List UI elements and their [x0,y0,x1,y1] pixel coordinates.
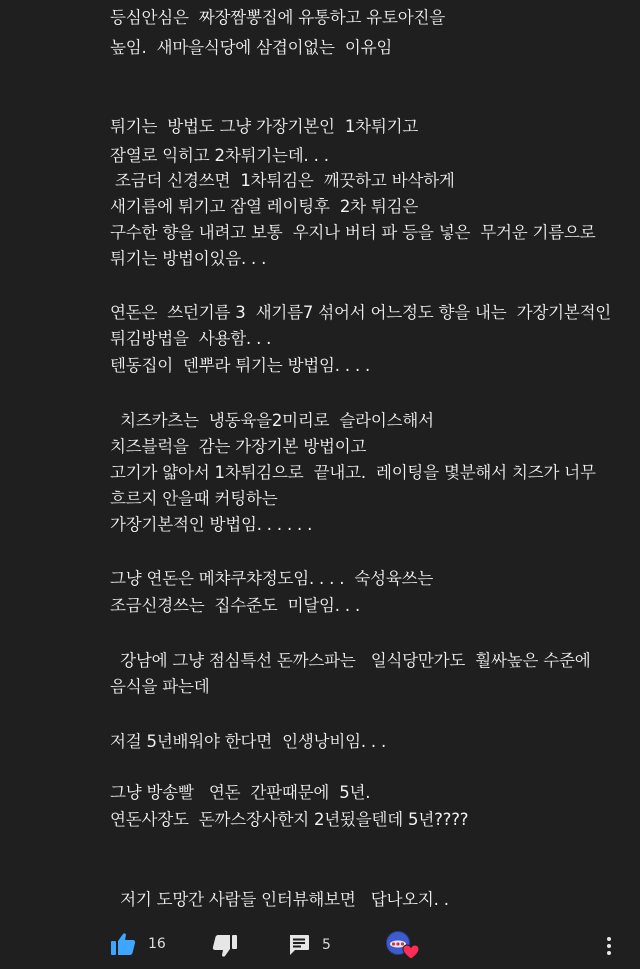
like-button[interactable] [110,932,166,956]
more-vertical-icon [606,936,612,956]
comment-bubble-icon [288,934,310,956]
comment-line: 튀기는 방법도 그냥 가장기본인 1차튀기고 [110,117,419,136]
comment-line: 강남에 그냥 점심특선 돈까스파는 일식당만가도 훨싸높은 수준에 [110,651,591,670]
more-options-button[interactable] [606,936,612,956]
comment-line: 새기름에 튀기고 잠열 레이팅후 2차 튀김은 [110,197,419,216]
creator-heart[interactable] [385,930,419,962]
comment-line: 조금신경쓰는 집수준도 미달임. . . [110,596,361,615]
comment-line: 구수한 향을 내려고 보통 우지나 버터 파 등을 넣은 무거운 기름으로 [110,223,596,242]
comment-line: 그냥 방송빨 연돈 간판때문에 5년. [110,783,371,802]
comment-line: 튀김방법을 사용함. . . [110,329,272,348]
comment-line: 치즈블럭을 감는 가장기본 방법이고 [110,437,367,456]
comment-line: 치즈카츠는 냉동육을2미리로 슬라이스해서 [110,411,434,430]
comment-line: 텐동집이 덴뿌라 튀기는 방법임. . . . [110,356,371,375]
comment-line: 높임. 새마을식당에 삼겹이없는 이유임 [110,38,393,57]
comment-line: 등심안심은 짜장짬뽕집에 유통하고 유토아진을 [110,8,445,27]
comment-line: 잠열로 익히고 2차튀기는데. . . [110,146,329,165]
comment-line: 음식을 파는데 [110,677,210,696]
thumbs-down-icon [212,934,238,958]
comment-line: 저기 도망간 사람들 인터뷰해보면 답나오지. . [110,890,449,909]
comment-action-bar [0,924,640,969]
comment-line: 가장기본적인 방법임. . . . . . [110,515,313,534]
comment-line: 저걸 5년배워야 한다면 인생낭비임. . . [110,732,387,751]
comment-line: 튀기는 방법이있음. . . [110,249,267,268]
comment-line: 조금더 신경쓰면 1차튀김은 깨끗하고 바삭하게 [110,171,455,190]
like-count: 16 [148,936,166,952]
comment-line: 그냥 연돈은 메챠쿠챠정도임. . . . 숙성육쓰는 [110,569,434,588]
comment-line: 흐르지 안을때 커팅하는 [110,489,278,508]
comment-line: 고기가 얇아서 1차튀김으로 끝내고. 레이팅을 몇분해서 치즈가 너무 [110,463,596,482]
comment-line: 연돈사장도 돈까스장사한지 2년됬을텐데 5년???? [110,810,469,829]
heart-icon [402,944,420,960]
comment-line: 연돈은 쓰던기름 3 새기름7 섞어서 어느정도 향을 내는 가장기본적인 [110,303,612,322]
thumbs-up-icon [110,932,136,956]
reply-button[interactable] [288,934,331,956]
dislike-button[interactable] [212,934,238,958]
reply-count: 5 [322,937,331,953]
